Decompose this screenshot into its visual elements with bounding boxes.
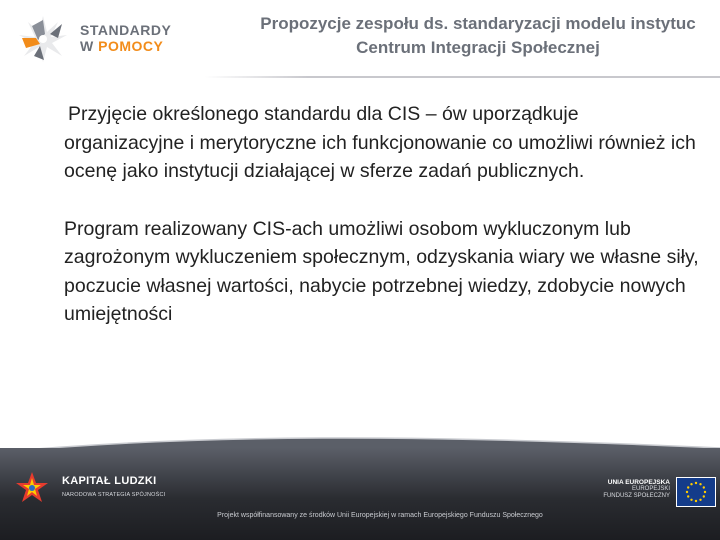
- eu-line-3: FUNDUSZ SPOŁECZNY: [603, 493, 670, 499]
- star-people-icon: [14, 12, 72, 66]
- cofinancing-note: Projekt współfinansowany ze środków Unii Europejskiej w ramach Europejskiego Funduszu Społecznego: [217, 512, 543, 519]
- slide-title-line1: Propozycje zespołu ds. standaryzacji modelu instytuc: [260, 14, 696, 33]
- body-paragraph-2: Program realizowany CIS-ach umożliwi osobom wykluczonym lub zagrożonym wykluczeniem społecznym, odzyskania wiary we własne siły, poczucie własnej wartości, nabycie potrzebnej wiedzy, zdobycie nowych umiejętności: [64, 217, 699, 325]
- header: [0, 0, 720, 80]
- logo-wordmark: [80, 22, 171, 54]
- logo-line-w-pomocy: [80, 38, 171, 54]
- logo-w: W: [80, 38, 94, 54]
- logo-line-standardy: STANDARDY: [80, 22, 172, 38]
- eu-flag-icon: [676, 477, 716, 507]
- eu-line-1: UNIA EUROPEJSKA: [607, 479, 670, 486]
- standardy-w-pomocy-logo: [14, 12, 204, 66]
- kapital-ludzki-subtitle: NARODOWA STRATEGIA SPÓJNOŚCI: [62, 492, 166, 498]
- body-paragraph-1: Przyjęcie określonego standardu dla CIS – ów uporządkuje organizacyjne i merytoryczne ich funkcjonowanie co umożliwi również ich ocenę jako instytucji działającej w sferze zadań publicznych.: [64, 103, 696, 182]
- logo-pomocy: POMOCY: [98, 38, 164, 54]
- slide-title-line2: Centrum Integracji Społecznej: [356, 38, 600, 57]
- eu-caption: [580, 479, 670, 500]
- eu-line-2: EUROPEJSKI: [631, 486, 670, 492]
- kapital-ludzki-label: KAPITAŁ LUDZKI: [62, 475, 157, 487]
- slide-title: [208, 12, 720, 60]
- slide-body: [64, 100, 704, 358]
- kapital-ludzki-star-icon: [12, 470, 52, 506]
- header-divider: [205, 76, 720, 78]
